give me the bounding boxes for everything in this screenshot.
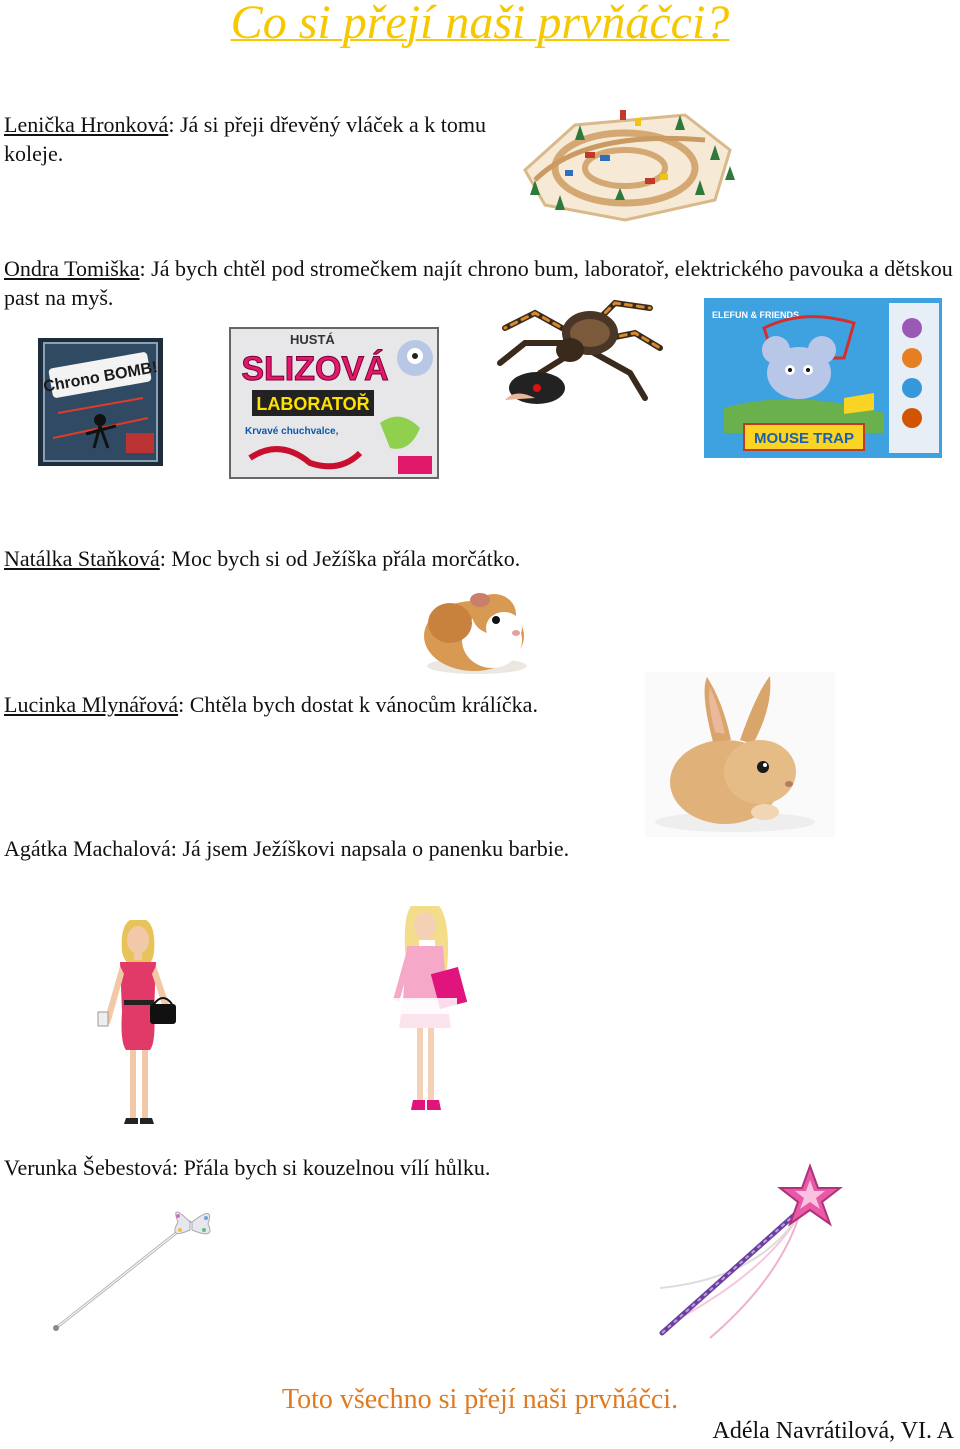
butterfly-wand-image bbox=[50, 1200, 220, 1335]
signature: Adéla Navrátilová, VI. A bbox=[712, 1418, 954, 1444]
guinea-pig-image bbox=[422, 578, 532, 678]
entry-text: : Moc bych si od Ježíška přála morčátko. bbox=[159, 546, 521, 571]
entry-name: Lucinka Mlynářová bbox=[4, 692, 179, 717]
electric-spider-image bbox=[495, 288, 665, 408]
slizova-laborator-box-image bbox=[230, 328, 438, 478]
entry-agatka bbox=[4, 834, 954, 863]
entry-name: Agátka Machalová bbox=[4, 836, 171, 861]
entry-name: Ondra Tomiška bbox=[4, 256, 140, 281]
wooden-train-image bbox=[515, 100, 740, 225]
entry-name: Lenička Hronková bbox=[4, 112, 169, 137]
chrono-bomb-box-image bbox=[38, 338, 163, 466]
star-wand-image bbox=[650, 1158, 845, 1343]
slizova-top-label: HUSTÁ bbox=[290, 332, 335, 347]
closing-text: Toto všechno si přejí naši prvňáčci. bbox=[281, 1384, 679, 1415]
entry-text: : Já jsem Ježíškovi napsala o panenku barbie. bbox=[170, 836, 570, 861]
entry-text: : Já bych chtěl pod stromečkem najít chrono bum, laboratoř, elektrického pavouka a dětskou past na myš. bbox=[4, 256, 953, 310]
barbie-pink-dress-image bbox=[90, 912, 185, 1127]
bunny-image bbox=[645, 672, 835, 837]
slizova-title: SLIZOVÁ bbox=[241, 350, 389, 388]
entry-natalka bbox=[4, 544, 954, 573]
entry-name: Natálka Staňková bbox=[4, 546, 160, 571]
entry-lenicka bbox=[4, 110, 494, 168]
entry-text: : Já si přeji dřevěný vláček a k tomu koleje. bbox=[4, 112, 487, 166]
entry-name: Verunka Šebestová bbox=[4, 1155, 173, 1180]
entry-text: : Chtěla bych dostat k vánocům králíčka. bbox=[178, 692, 538, 717]
mousetrap-logo: MOUSE TRAP bbox=[753, 430, 855, 447]
mouse-trap-box-image bbox=[704, 298, 942, 458]
barbie-pink-jacket-image bbox=[377, 900, 472, 1120]
slizova-tagline: Krvavé chuchvalce, bbox=[245, 426, 339, 437]
chrono-logo: Chrono BOMB! bbox=[42, 359, 159, 396]
slizova-subtitle: LABORATOŘ bbox=[256, 394, 370, 414]
mousetrap-brand: ELEFUN & FRIENDS bbox=[712, 310, 800, 320]
page-title: Co si přejí naši prvňáčci? bbox=[230, 0, 730, 49]
entry-text: : Přála bych si kouzelnou vílí hůlku. bbox=[172, 1155, 491, 1180]
